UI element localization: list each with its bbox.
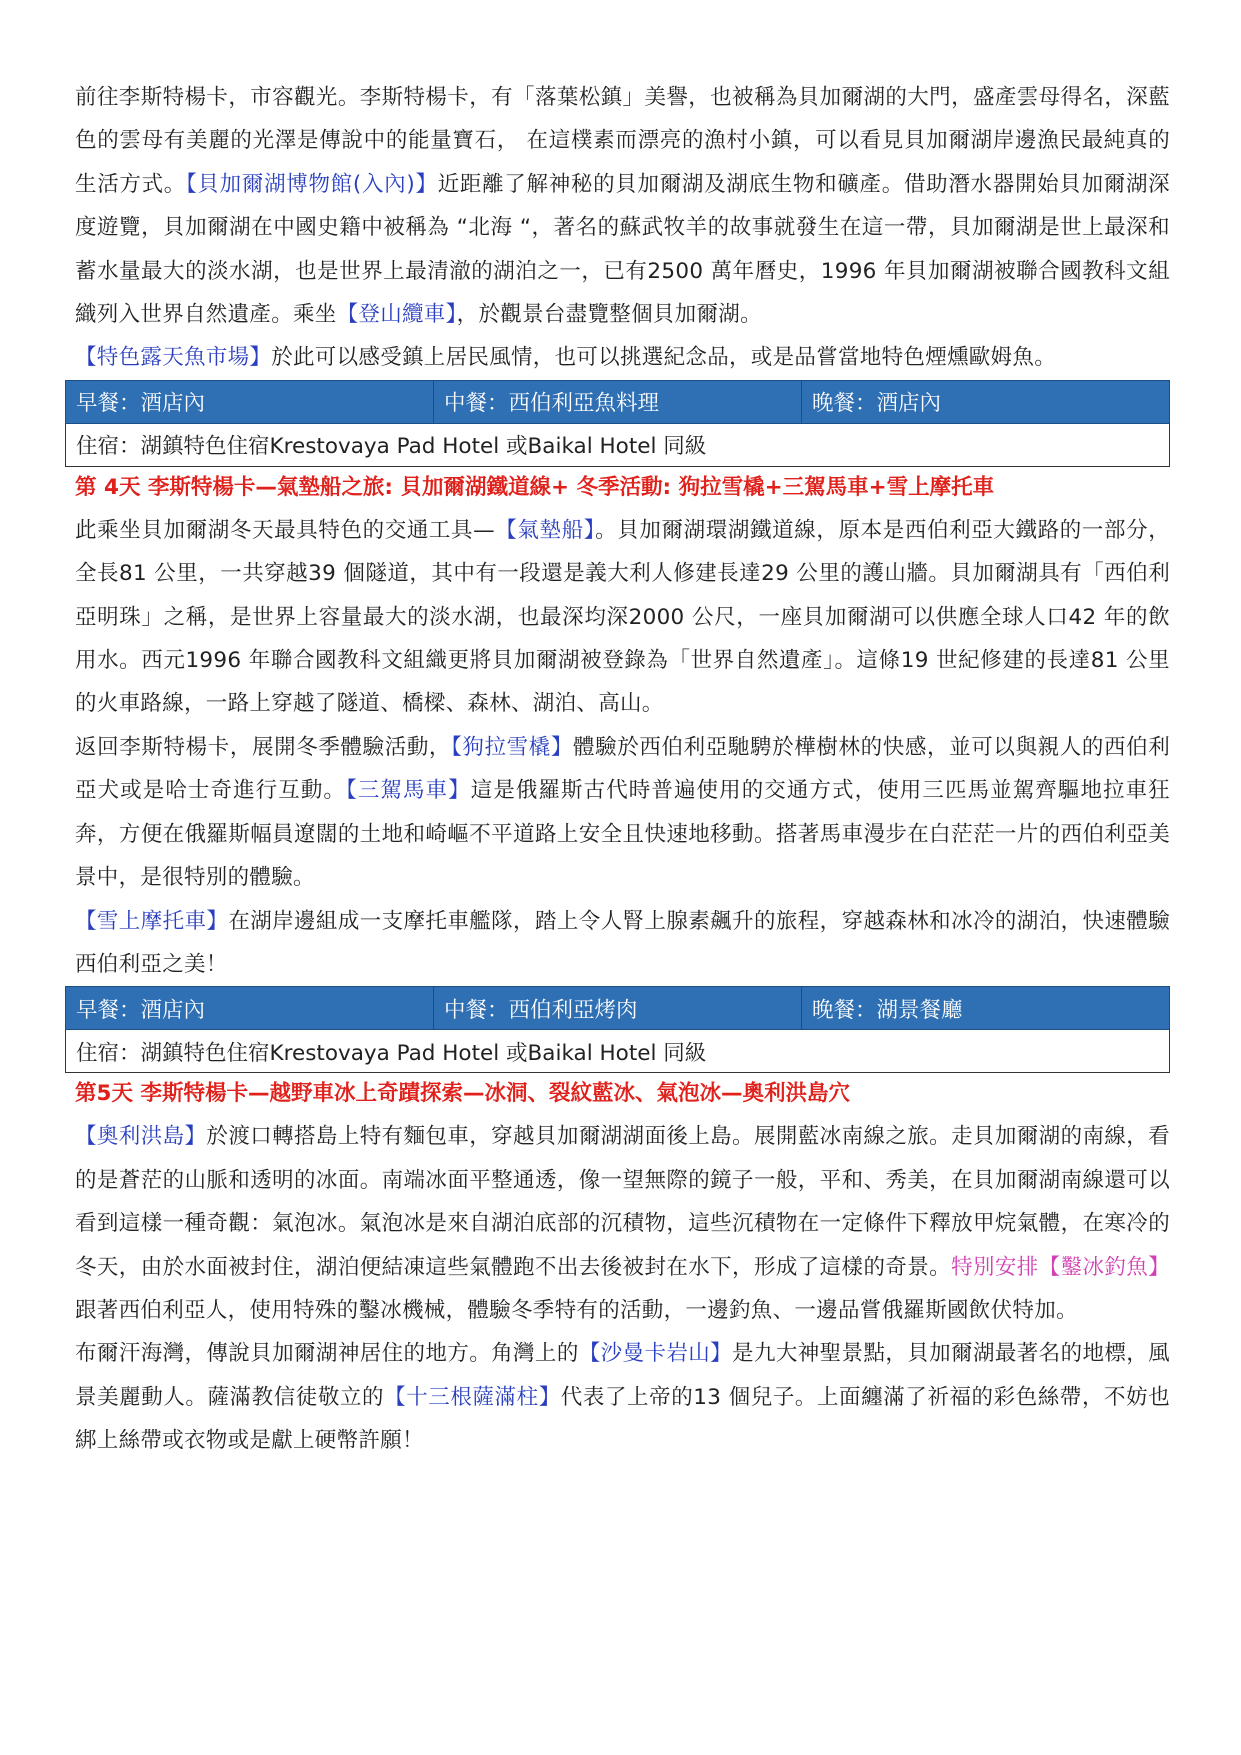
meal-table-day4 (65, 986, 1170, 1073)
dinner-cell: 晚餐：酒店內 (802, 380, 1170, 423)
day4-paragraph-2 (75, 726, 1170, 900)
intro-paragraph-2 (75, 336, 1170, 379)
accommodation-cell: 住宿：湖鎮特色住宿Krestovaya Pad Hotel 或Baikal Hotel 同級 (66, 423, 1170, 466)
highlight-cable-car: 【登山纜車】 (336, 302, 457, 328)
intro-paragraph-1 (75, 76, 1170, 336)
text: 此乘坐貝加爾湖冬天最具特色的交通工具— (75, 517, 495, 543)
day4-paragraph-1 (75, 509, 1170, 726)
highlight-snowmobile: 【雪上摩托車】 (75, 908, 229, 934)
text: 是九大神聖景點，貝加爾湖最著名的地標，風景美麗動人。薩滿教信徒敬立的 (75, 1341, 1170, 1410)
highlight-baikal-museum: 【貝加爾湖博物館(入內)】 (186, 171, 438, 197)
text: 代表了上帝的13 個兒子。上面纏滿了祈福的彩色絲帶，不妨也綁上絲帶或衣物或是獻上硬幣許願！ (75, 1384, 1170, 1454)
day4-title: 第 4天 李斯特楊卡—氣墊船之旅: 貝加爾湖鐵道線+ 冬季活動: 狗拉雪橇+三駕馬車+雪上摩托車 (75, 474, 995, 500)
meal-table-day3 (65, 380, 1170, 467)
text: 於此可以感受鎮上居民風情，也可以挑選紀念品，或是品嘗當地特色煙燻歐姆魚。 (271, 345, 1057, 371)
text: 近距離了解神秘的貝加爾湖及湖底生物和礦產。借助潛水器開始貝加爾湖深度遊覽，貝加爾湖在中國史籍中被稱為 “北海 “，著名的蘇武牧羊的故事就發生在這一帶，貝加爾湖是世上最深和蓄水量最大的淡水湖，也是世界上最清澈的湖泊之一，已有2500 萬年曆史，1996 年貝加爾湖被聯合國教科文組織列入世界自然遺產。乘坐 (75, 171, 1170, 328)
highlight-ice-fishing: 特別安排【鑿冰釣魚】 (951, 1254, 1170, 1280)
highlight-shamanka-rock: 【沙曼卡岩山】 (578, 1341, 733, 1367)
lunch-cell: 中餐：西伯利亞魚料理 (434, 380, 802, 423)
day5-paragraph-1 (75, 1115, 1170, 1332)
accommodation-cell: 住宿：湖鎮特色住宿Krestovaya Pad Hotel 或Baikal Hotel 同級 (66, 1030, 1170, 1073)
itinerary-page (75, 76, 1170, 1463)
day5-title: 第5天 李斯特楊卡—越野車冰上奇蹟探索—冰洞、裂紋藍冰、氣泡冰—奧利洪島穴 (75, 1081, 850, 1107)
breakfast-cell: 早餐：酒店內 (66, 987, 434, 1030)
text: 體驗於西伯利亞馳騁於樺樹林的快感，並可以與親人的西伯利亞犬或是哈士奇進行互動。 (75, 734, 1170, 804)
day5-paragraph-2 (75, 1332, 1170, 1462)
lunch-cell: 中餐：西伯利亞烤肉 (434, 987, 802, 1030)
highlight-hovercraft: 【氣墊船】 (494, 517, 596, 543)
text: 布爾汗海灣，傳說貝加爾湖神居住的地方。角灣上的 (75, 1341, 579, 1367)
text: 跟著西伯利亞人，使用特殊的鑿冰機械，體驗冬季特有的活動，一邊釣魚、一邊品嘗俄羅斯國飲伏特加。 (75, 1297, 1078, 1323)
text: ，於觀景台盡覽整個貝加爾湖。 (456, 302, 762, 328)
text: 於渡口轉搭島上特有麵包車，穿越貝加爾湖湖面後上島。展開藍冰南線之旅。走貝加爾湖的南線，看的是蒼茫的山脈和透明的冰面。南端冰面平整通透，像一望無際的鏡子一般，平和、秀美，在貝加爾湖南線還可以看到這樣一種奇觀：氣泡冰。氣泡冰是來自湖泊底部的沉積物，這些沉積物在一定條件下釋放甲烷氣體，在寒冷的冬天，由於水面被封住，湖泊便結凍這些氣體跑不出去後被封在水下，形成了這樣的奇景。 (75, 1124, 1170, 1280)
highlight-dog-sled: 【狗拉雪橇】 (451, 734, 574, 760)
text: 返回李斯特楊卡，展開冬季體驗活動， (75, 734, 452, 760)
highlight-olkhon-island: 【奧利洪島】 (75, 1124, 207, 1150)
dinner-cell: 晚餐：湖景餐廳 (802, 987, 1170, 1030)
text: 。貝加爾湖環湖鐵道線，原本是西伯利亞大鐵路的一部分，全長81 公里，一共穿越39 個隧道，其中有一段還是義大利人修建長達29 公里的護山牆。貝加爾湖具有「西伯利亞明珠」之稱，是世界上容量最大的淡水湖，也最深均深2000 公尺，一座貝加爾湖可以供應全球人口42 年的飲用水。西元1996 年聯合國教科文組織更將貝加爾湖被登錄為「世界自然遺產」。這條19 世紀修建的長達81 公里的火車路線，一路上穿越了隧道、橋樑、森林、湖泊、高山。 (75, 517, 1170, 717)
text: 在湖岸邊組成一支摩托車艦隊，踏上令人腎上腺素飆升的旅程，穿越森林和冰冷的湖泊，快速體驗西伯利亞之美！ (75, 908, 1171, 977)
breakfast-cell: 早餐：酒店內 (66, 380, 434, 423)
highlight-shaman-pillars: 【十三根薩滿柱】 (384, 1384, 561, 1410)
text: 這是俄羅斯古代時普遍使用的交通方式，使用三匹馬並駕齊驅地拉車狂奔，方便在俄羅斯幅員遼闊的土地和崎嶇不平道路上安全且快速地移動。搭著馬車漫步在白茫茫一片的西伯利亞美景中，是很特別的體驗。 (75, 778, 1170, 891)
day4-paragraph-3 (75, 900, 1170, 987)
highlight-troika: 【三駕馬車】 (345, 778, 471, 804)
text: 前往李斯特楊卡，市容觀光。李斯特楊卡，有「落葉松鎮」美譽，也被稱為貝加爾湖的大門，盛產雲母得名，深藍色的雲母有美麗的光澤是傳說中的能量寶石， 在這樸素而漂亮的漁村小鎮，可以看見貝加爾湖岸邊漁民最純真的生活方式。 (75, 85, 1170, 197)
highlight-fish-market: 【特色露天魚市場】 (75, 345, 272, 371)
